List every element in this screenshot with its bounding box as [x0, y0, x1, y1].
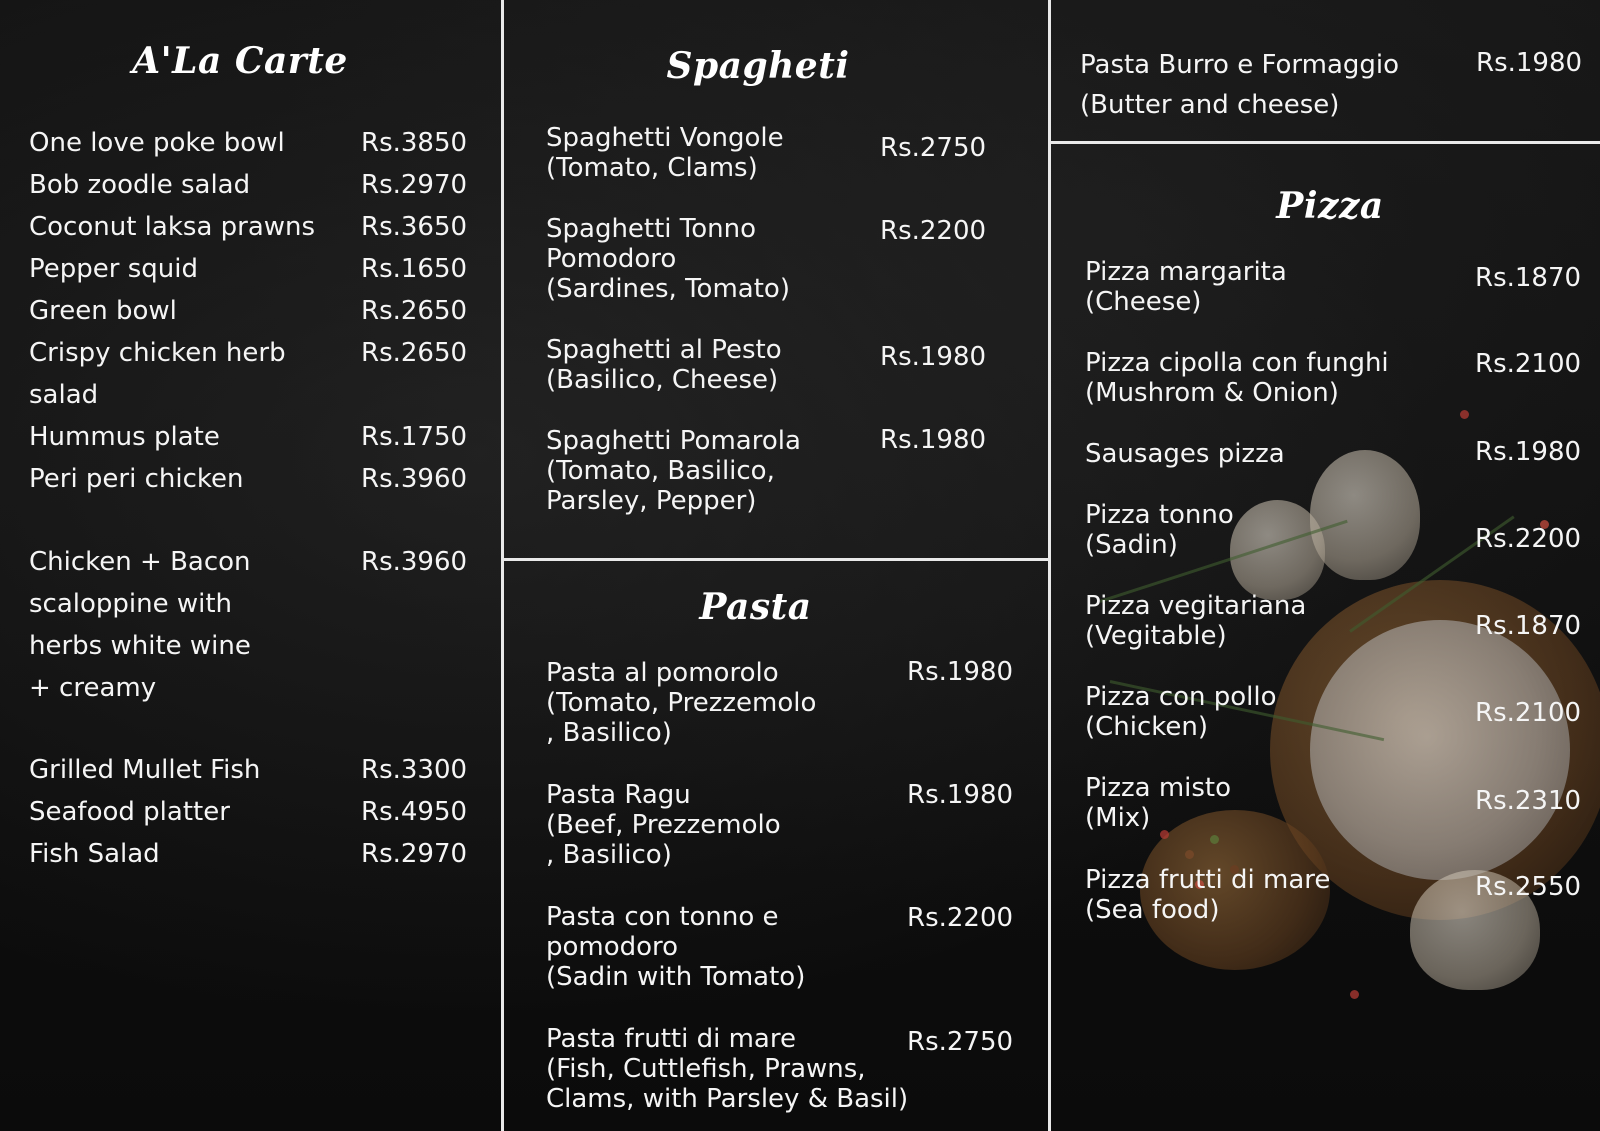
- menu-item-price: Rs.2200: [1475, 524, 1582, 554]
- menu-item-name: Spaghetti Vongole (Tomato, Clams): [546, 123, 784, 183]
- menu-item-name: Pasta frutti di mare (Fish, Cuttlefish, Prawns, Clams, with Parsley & Basil): [546, 1024, 909, 1114]
- spagheti-title: Spagheti: [666, 45, 850, 87]
- menu-item-name: Pizza cipolla con funghi (Mushrom & Onion): [1085, 348, 1389, 408]
- menu-item-price: Rs.1980: [880, 342, 987, 372]
- menu-item-price: Rs.1980: [1475, 437, 1582, 467]
- menu-item-name: Pasta Burro e Formaggio (Butter and cheese): [1080, 50, 1400, 120]
- menu-item-name: Seafood platter: [29, 797, 230, 827]
- menu-item-price: Rs.2970: [361, 839, 468, 869]
- menu-item-name: Fish Salad: [29, 839, 160, 869]
- menu-item-price: Rs.2100: [1475, 349, 1582, 379]
- menu-item-name: Hummus plate: [29, 422, 220, 452]
- menu-item-name: Spaghetti Pomarola (Tomato, Basilico, Parsley, Pepper): [546, 426, 801, 516]
- menu-item-name: Pizza tonno (Sadin): [1085, 500, 1234, 560]
- menu-item-price: Rs.2750: [880, 133, 987, 163]
- menu-item-price: Rs.3650: [361, 212, 468, 242]
- menu-item-name: Sausages pizza: [1085, 439, 1285, 469]
- section-divider: [503, 558, 1048, 561]
- menu-item-name: Peri peri chicken: [29, 464, 244, 494]
- menu-item-price: Rs.2650: [361, 296, 468, 326]
- ala-carte-title: A'La Carte: [132, 40, 348, 82]
- menu-item-name: One love poke bowl: [29, 128, 285, 158]
- menu-item-price: Rs.4950: [361, 797, 468, 827]
- column-divider: [501, 0, 504, 1131]
- menu-item-name: Pizza vegitariana (Vegitable): [1085, 591, 1307, 651]
- menu-item-price: Rs.2200: [907, 903, 1014, 933]
- menu-item-name: Pasta Ragu (Beef, Prezzemolo , Basilico): [546, 780, 781, 870]
- menu-item-name: Bob zoodle salad: [29, 170, 251, 200]
- menu-item-name: Pasta al pomorolo (Tomato, Prezzemolo , Basilico): [546, 658, 817, 748]
- peppercorn: [1210, 835, 1219, 844]
- menu-item-price: Rs.2200: [880, 216, 987, 246]
- menu-item-price: Rs.2550: [1475, 872, 1582, 902]
- garlic-image: [1310, 450, 1420, 580]
- peppercorn: [1350, 990, 1359, 999]
- menu-item-price: Rs.2970: [361, 170, 468, 200]
- menu-item-name: Coconut laksa prawns: [29, 212, 316, 242]
- menu-item-price: Rs.3850: [361, 128, 468, 158]
- menu-item-name: Chicken + Bacon scaloppine with herbs white wine + creamy: [29, 547, 251, 703]
- menu-item-name: Pasta con tonno e pomodoro (Sadin with Tomato): [546, 902, 806, 992]
- menu-item-name: Crispy chicken herb salad: [29, 338, 286, 410]
- menu-item-price: Rs.3300: [361, 755, 468, 785]
- menu-item-price: Rs.1980: [880, 425, 987, 455]
- menu-item-name: Pizza frutti di mare (Sea food): [1085, 865, 1331, 925]
- menu-item-name: Pizza margarita (Cheese): [1085, 257, 1287, 317]
- garlic-image: [1230, 500, 1325, 600]
- pizza-title: Pizza: [1276, 185, 1384, 227]
- menu-item-price: Rs.1980: [907, 780, 1014, 810]
- menu-item-price: Rs.1650: [361, 254, 468, 284]
- section-divider: [1050, 141, 1600, 144]
- salt-image: [1310, 620, 1570, 880]
- menu-item-price: Rs.1870: [1475, 263, 1582, 293]
- menu-item-price: Rs.2650: [361, 338, 468, 368]
- menu-item-price: Rs.2310: [1475, 786, 1582, 816]
- menu-item-name: Spaghetti al Pesto (Basilico, Cheese): [546, 335, 782, 395]
- menu-item-price: Rs.1750: [361, 422, 468, 452]
- menu-item-price: Rs.3960: [361, 464, 468, 494]
- peppercorn: [1185, 850, 1194, 859]
- menu-item-price: Rs.1980: [907, 657, 1014, 687]
- menu-item-price: Rs.1870: [1475, 611, 1582, 641]
- menu-item-name: Green bowl: [29, 296, 177, 326]
- menu-item-price: Rs.2100: [1475, 698, 1582, 728]
- menu-item-name: Pepper squid: [29, 254, 198, 284]
- menu-item-price: Rs.1980: [1476, 48, 1583, 78]
- peppercorn: [1460, 410, 1469, 419]
- menu-item-name: Grilled Mullet Fish: [29, 755, 261, 785]
- pasta-title: Pasta: [699, 586, 812, 628]
- menu-item-name: Pizza con pollo (Chicken): [1085, 682, 1277, 742]
- menu-item-price: Rs.2750: [907, 1027, 1014, 1057]
- column-divider: [1048, 0, 1051, 1131]
- menu-item-name: Pizza misto (Mix): [1085, 773, 1232, 833]
- menu-item-price: Rs.3960: [361, 547, 468, 577]
- menu-item-name: Spaghetti Tonno Pomodoro (Sardines, Tomato): [546, 214, 790, 304]
- food-photo: [1100, 380, 1600, 1131]
